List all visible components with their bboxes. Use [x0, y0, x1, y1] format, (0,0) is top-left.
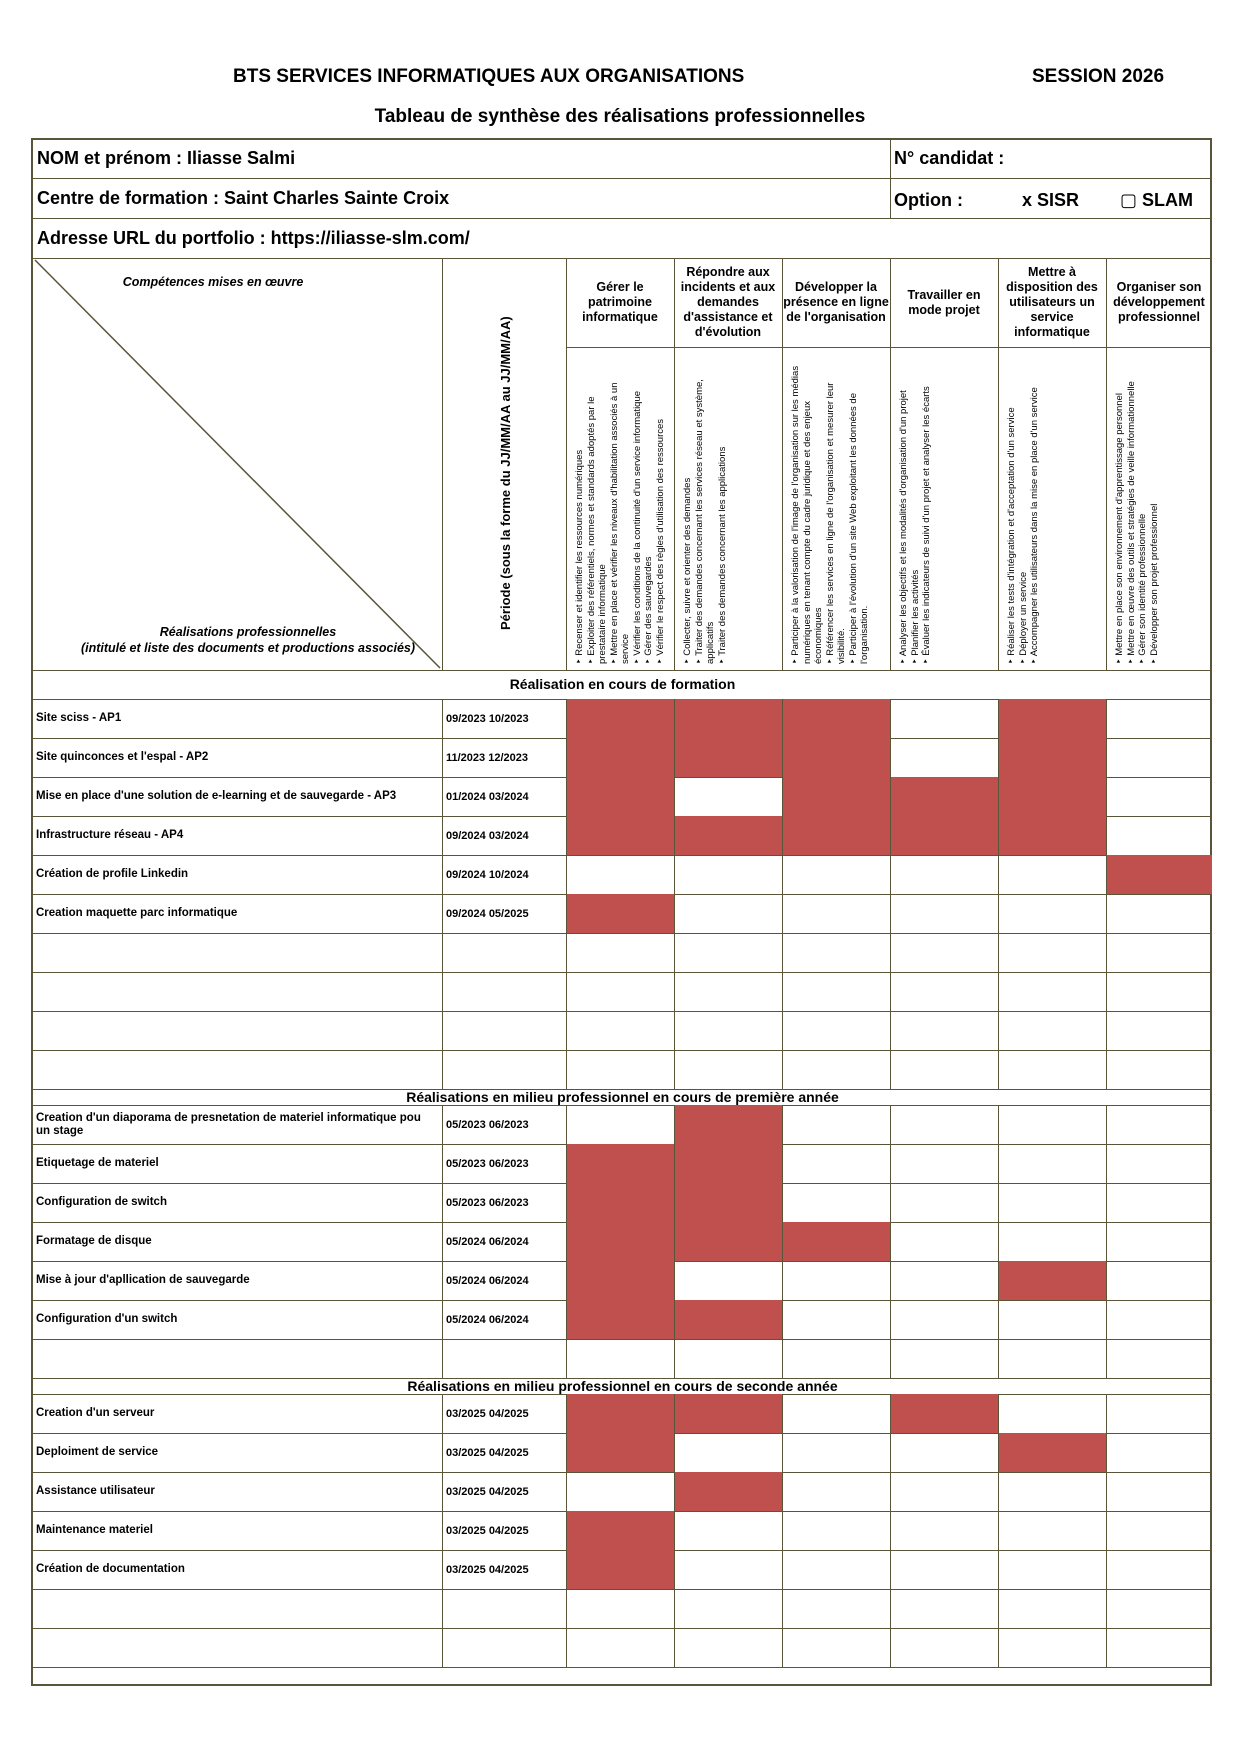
competence-title: Travailler en mode projet — [907, 287, 981, 317]
competence-mark — [566, 699, 674, 738]
grid-line — [33, 218, 1212, 219]
realisation-period: 03/2025 04/2025 — [446, 1563, 529, 1576]
realisation-period: 03/2025 04/2025 — [446, 1524, 529, 1537]
realisation-period: 09/2024 03/2024 — [446, 829, 529, 842]
realisation-period — [446, 1589, 564, 1628]
realisation-period — [446, 933, 564, 972]
realisation-label: Assistance utilisateur — [36, 1485, 155, 1497]
realisation-label: Deploiment de service — [36, 1446, 159, 1458]
competence-mark — [998, 738, 1106, 777]
realisation-label: Creation maquette parc informatique — [36, 907, 238, 919]
grid-line — [442, 699, 443, 1089]
competence-mark — [674, 1472, 782, 1511]
option-label: Option : — [894, 190, 963, 210]
realisation-period: 05/2023 06/2023 — [446, 1118, 529, 1131]
competence-mark — [566, 1511, 674, 1550]
realisation-period: 09/2024 05/2025 — [446, 907, 529, 920]
competence-mark — [782, 1222, 890, 1261]
grid-line — [782, 699, 783, 1089]
competence-subitem: ‣ Traiter des demandes concernant les applications — [716, 446, 728, 664]
realisation-period: 03/2025 04/2025 — [446, 1446, 529, 1459]
competence-subitem: ‣ Vérifier le respect des règles d'utilisation des ressources — [654, 418, 666, 664]
realisation-period: 01/2024 03/2024 — [446, 790, 529, 803]
competence-mark — [674, 1144, 782, 1183]
competence-mark — [566, 738, 674, 777]
grid-line — [890, 1105, 891, 1378]
realisation-label: Mise à jour d'apllication de sauvegarde — [36, 1274, 250, 1286]
grid-line — [33, 178, 1212, 179]
header-diagonal — [33, 258, 442, 670]
grid-line — [566, 258, 567, 670]
realisation-period: 09/2023 10/2023 — [446, 712, 529, 725]
realisation-period: 05/2024 06/2024 — [446, 1274, 529, 1287]
grid-line — [782, 1394, 783, 1667]
competence-mark — [1106, 855, 1212, 894]
competence-mark — [998, 816, 1106, 855]
candidate-number: N° candidat : — [894, 148, 1005, 168]
competence-mark — [998, 699, 1106, 738]
realisation-label: Creation d'un serveur — [36, 1407, 155, 1419]
grid-line — [890, 258, 891, 670]
realisation-label: Création de profile Linkedin — [36, 868, 189, 880]
competence-subitem: ‣ Référencer les services en ligne de l'organisation et mesurer leur visibilité. — [824, 382, 847, 664]
competence-subitem: ‣ Recenser et identifier les ressources numériques — [574, 449, 585, 664]
competence-mark — [998, 1261, 1106, 1300]
competence-mark — [782, 699, 890, 738]
competence-mark — [674, 816, 782, 855]
realisation-period — [446, 1339, 564, 1378]
competence-mark — [890, 816, 998, 855]
realisation-label: Configuration de switch — [36, 1196, 167, 1208]
realisation-label: Etiquetage de materiel — [36, 1157, 159, 1169]
realisation-label: Mise en place d'une solution de e-learning et de sauvegarde - AP3 — [36, 790, 397, 802]
grid-line — [998, 699, 999, 1089]
competence-mark — [566, 1261, 674, 1300]
grid-line — [998, 1394, 999, 1667]
realisation-label — [36, 1628, 436, 1667]
realisation-period — [446, 1011, 564, 1050]
competence-subitem: ‣ Exploiter des référentiels, normes et standards adoptés par le prestataire informatique — [585, 396, 608, 664]
grid-line — [33, 670, 1212, 671]
option-sisr-checkbox[interactable]: x SISR — [1022, 190, 1080, 210]
competences-label: Compétences mises en œuvre — [122, 275, 304, 289]
grid-line — [674, 1105, 675, 1378]
competence-mark — [566, 1550, 674, 1589]
competence-subitem: ‣ Évaluer les indicateurs de suivi d'un projet et analyser les écarts — [921, 386, 932, 664]
grid-line — [998, 258, 999, 670]
competence-mark — [998, 777, 1106, 816]
realisation-label: Site quinconces et l'espal - AP2 — [36, 751, 209, 763]
realisation-period: 05/2024 06/2024 — [446, 1235, 529, 1248]
competence-mark — [674, 1394, 782, 1433]
document-title: BTS SERVICES INFORMATIQUES AUX ORGANISATIONS — [233, 66, 745, 87]
competence-subitem: ‣ Analyser les objectifs et les modalités d'organisation d'un projet — [898, 390, 909, 664]
realisation-label — [36, 933, 436, 972]
competence-title: Développer la présence en ligne de l'organisation — [783, 280, 889, 324]
competence-title: Gérer le patrimoine informatique — [582, 280, 658, 324]
realisation-period: 09/2024 10/2024 — [446, 868, 529, 881]
grid-line — [442, 1105, 443, 1378]
document-subtitle: Tableau de synthèse des réalisations professionnelles — [374, 106, 866, 127]
competence-subitem: ‣ Mettre en place son environnement d'apprentissage personnel — [1114, 393, 1125, 664]
grid-line — [566, 1394, 567, 1667]
competence-mark — [674, 1183, 782, 1222]
grid-line — [566, 1105, 567, 1378]
competence-mark — [566, 1144, 674, 1183]
realisation-label: Configuration d'un switch — [36, 1313, 178, 1325]
grid-line — [998, 1105, 999, 1378]
competence-subitem: ‣ Participer à l'évolution d'un site Web exploitant les données de l'organisation. — [847, 393, 870, 664]
competence-mark — [566, 1300, 674, 1339]
competence-mark — [674, 1222, 782, 1261]
grid-line — [1106, 699, 1107, 1089]
option-slam-checkbox[interactable]: ▢ SLAM — [1120, 190, 1194, 210]
competence-title: Mettre à disposition des utilisateurs un service informatique — [1006, 265, 1098, 339]
training-center: Centre de formation : Saint Charles Sainte Croix — [37, 188, 450, 208]
competence-mark — [674, 699, 782, 738]
competence-subitem: ‣ Collecter, suivre et orienter des demandes — [682, 477, 693, 664]
grid-line — [890, 140, 891, 218]
grid-line — [1106, 258, 1107, 670]
competence-mark — [674, 738, 782, 777]
grid-line — [890, 699, 891, 1089]
realisation-label: Infrastructure réseau - AP4 — [36, 829, 184, 841]
competence-mark — [566, 1222, 674, 1261]
competence-subitems — [782, 347, 890, 670]
realisation-label: Creation d'un diaporama de presnetation de materiel informatique pou un stage — [36, 1111, 421, 1137]
realisation-period: 11/2023 12/2023 — [446, 751, 528, 764]
candidate-name: NOM et prénom : Iliasse Salmi — [37, 148, 296, 168]
competence-subitems — [566, 347, 674, 670]
synthesis-table — [31, 138, 1212, 1686]
realisation-label — [36, 1339, 436, 1378]
competence-mark — [782, 816, 890, 855]
competence-subitem: ‣ Développer son projet professionnel — [1148, 503, 1160, 664]
competence-subitem: ‣ Gérer des sauvegardes — [643, 556, 654, 664]
competence-mark — [566, 816, 674, 855]
grid-line — [1106, 1394, 1107, 1667]
realisation-label: Formatage de disque — [36, 1235, 152, 1247]
portfolio-url: Adresse URL du portfolio : https://iliasse-slm.com/ — [37, 228, 470, 248]
competence-subitem: ‣ Accompagner les utilisateurs dans la mise en place d'un service — [1029, 387, 1040, 664]
grid-line — [674, 1394, 675, 1667]
realisation-period — [446, 972, 564, 1011]
competence-subitem: ‣ Vérifier les conditions de la continuité d'un service informatique — [631, 390, 643, 664]
competence-subitem: ‣ Mettre en œuvre des outils et stratégies de veille informationnelle — [1125, 381, 1137, 664]
competence-subitem: ‣ Planifier les activités — [909, 569, 921, 664]
competence-mark — [998, 1433, 1106, 1472]
session-label: SESSION 2026 — [1032, 66, 1165, 87]
realisation-label — [36, 1589, 436, 1628]
section-title: Réalisations en milieu professionnel en cours de première année — [406, 1088, 839, 1105]
realisation-label: Maintenance materiel — [36, 1524, 153, 1536]
realisation-label — [36, 972, 436, 1011]
grid-line — [782, 1105, 783, 1378]
grid-line — [33, 1667, 1212, 1668]
competence-subitem: ‣ Traiter des demandes concernant les services réseau et système, applicatifs — [693, 379, 716, 664]
competence-subitem: ‣ Déployer un service — [1017, 571, 1029, 664]
grid-line — [782, 258, 783, 670]
competence-mark — [566, 894, 674, 933]
realisation-period — [446, 1050, 564, 1089]
section-title: Réalisations en milieu professionnel en cours de seconde année — [407, 1377, 838, 1394]
competence-subitem: ‣ Mettre en place et vérifier les niveaux d'habilitation associés à un service — [608, 382, 631, 664]
competence-mark — [566, 1183, 674, 1222]
section-title: Réalisation en cours de formation — [509, 676, 736, 692]
grid-line — [674, 258, 675, 670]
competence-subitem: ‣ Participer à la valorisation de l'image de l'organisation sur les médias numériques en tenant compte du cadre juridique et des enjeux économiques — [790, 365, 824, 664]
period-header: Période (sous la forme du JJ/MM/AA au JJ/MM/AA) — [498, 316, 513, 630]
realisations-sublabel: (intitulé et liste des documents et productions associés) — [80, 641, 416, 655]
grid-line — [566, 699, 567, 1089]
competence-mark — [890, 777, 998, 816]
grid-line — [1106, 1105, 1107, 1378]
realisation-label: Site sciss - AP1 — [36, 712, 122, 724]
grid-line — [566, 347, 1212, 348]
realisation-label: Création de documentation — [36, 1563, 185, 1575]
competence-mark — [782, 738, 890, 777]
competence-title: Organiser son développement professionnel — [1113, 280, 1205, 324]
competence-subitems — [998, 347, 1106, 670]
realisation-period: 03/2025 04/2025 — [446, 1485, 529, 1498]
competence-subitems — [1106, 347, 1212, 670]
competence-subitem: ‣ Réaliser les tests d'intégration et d'acceptation d'un service — [1006, 407, 1017, 664]
competence-mark — [674, 1105, 782, 1144]
realisation-label — [36, 1050, 436, 1089]
competence-subitems — [890, 347, 998, 670]
grid-line — [890, 1394, 891, 1667]
grid-line — [33, 258, 1212, 259]
realisation-label — [36, 1011, 436, 1050]
realisation-period: 05/2023 06/2023 — [446, 1196, 529, 1209]
grid-line — [442, 1394, 443, 1667]
realisation-period: 03/2025 04/2025 — [446, 1407, 529, 1420]
competence-mark — [566, 1394, 674, 1433]
competence-mark — [782, 777, 890, 816]
realisation-period: 05/2023 06/2023 — [446, 1157, 529, 1170]
grid-line — [674, 699, 675, 1089]
realisation-period — [446, 1628, 564, 1667]
realisation-period: 05/2024 06/2024 — [446, 1313, 529, 1326]
competence-mark — [566, 777, 674, 816]
competence-mark — [674, 1300, 782, 1339]
grid-line — [442, 258, 443, 670]
competence-mark — [566, 1433, 674, 1472]
competence-subitems — [674, 347, 782, 670]
realisations-label: Réalisations professionnelles — [159, 625, 337, 639]
competence-mark — [890, 1394, 998, 1433]
competence-subitem: ‣ Gérer son identité professionnelle — [1137, 513, 1148, 664]
competence-title: Répondre aux incidents et aux demandes d'assistance et d'évolution — [680, 265, 776, 339]
